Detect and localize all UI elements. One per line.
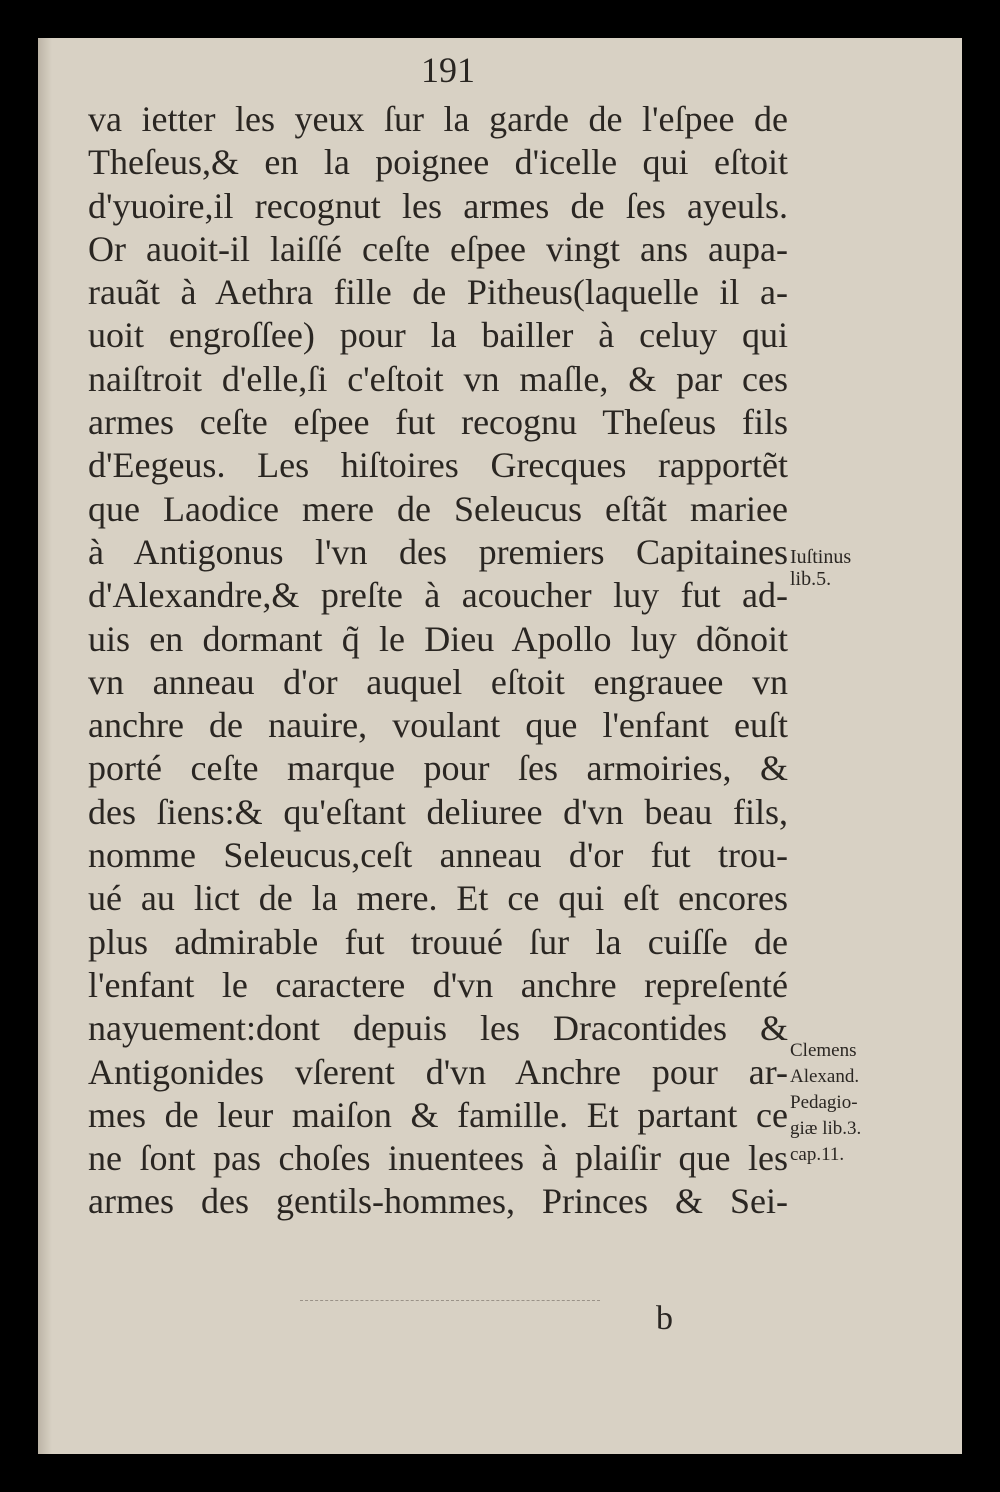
text-line: l'enfant le caractere d'vn anchre repreſenté xyxy=(88,964,788,1005)
text-line: armes des gentils-hommes, Princes & Sei- xyxy=(88,1181,788,1222)
text-line: à Antigonus l'vn des premiers Capitaines xyxy=(88,531,788,572)
margin-note-line: cap.11. xyxy=(790,1144,845,1165)
page-number: 191 xyxy=(421,50,475,90)
text-line: uis en dormant q̃ le Dieu Apollo luy dõnoit xyxy=(88,618,788,659)
margin-note-line: Alexand. xyxy=(790,1066,860,1087)
margin-note-clemens xyxy=(790,1038,861,1168)
text-line: Or auoit-il laiſſé ceſte eſpee vingt ans aupa- xyxy=(88,228,788,269)
text-line: mes de leur maiſon & famille. Et partant ce xyxy=(88,1094,788,1135)
body-text xyxy=(88,98,788,1224)
margin-note-line: Pedagio- xyxy=(790,1092,858,1113)
text-line: nayuement:dont depuis les Dracontides & xyxy=(88,1008,788,1049)
text-line: porté ceſte marque pour ſes armoiries, & xyxy=(88,748,788,789)
text-line: naiſtroit d'elle,ſi c'eſtoit vn maſle, & par ces xyxy=(88,358,788,399)
text-line: va ietter les yeux ſur la garde de l'eſpee de xyxy=(88,99,788,139)
text-line: nomme Seleucus,ceſt anneau d'or fut trou- xyxy=(88,835,788,876)
margin-note-line: Clemens xyxy=(790,1040,857,1061)
book-page xyxy=(38,38,962,1454)
text-line: ne ſont pas choſes inuentees à plaiſir que les xyxy=(88,1138,788,1179)
text-line: armes ceſte eſpee fut recognu Theſeus fils xyxy=(88,402,788,443)
margin-note-justinus xyxy=(790,546,851,590)
text-line: d'Alexandre,& preſte à acoucher luy fut ad- xyxy=(88,575,788,616)
margin-note-line: giæ lib.3. xyxy=(790,1118,862,1139)
text-line: Theſeus,& en la poignee d'icelle qui eſtoit xyxy=(88,142,788,183)
text-line: que Laodice mere de Seleucus eſtãt mariee xyxy=(88,488,788,529)
text-line: Antigonides vſerent d'vn Anchre pour ar- xyxy=(88,1051,788,1092)
signature-mark: b xyxy=(656,1300,673,1337)
margin-note-line: Iuſtinus xyxy=(790,546,852,568)
text-line: plus admirable fut trouué ſur la cuiſſe de xyxy=(88,921,788,962)
text-line: ué au lict de la mere. Et ce qui eſt encores xyxy=(88,878,788,919)
bottom-rule xyxy=(300,1300,600,1301)
text-line: d'yuoire,il recognut les armes de ſes ayeuls. xyxy=(88,185,788,226)
text-line: rauãt à Aethra fille de Pitheus(laquelle il a- xyxy=(88,272,788,313)
text-line: uoit engroſſee) pour la bailler à celuy qui xyxy=(88,315,788,356)
text-line: des ſiens:& qu'eſtant deliuree d'vn beau fils, xyxy=(88,791,788,832)
text-line: d'Eegeus. Les hiſtoires Grecques rapportẽt xyxy=(88,445,788,486)
text-line: anchre de nauire, voulant que l'enfant euſt xyxy=(88,705,788,746)
gutter-shadow xyxy=(38,38,52,1454)
margin-note-line: lib.5. xyxy=(790,568,832,590)
text-line: vn anneau d'or auquel eſtoit engrauee vn xyxy=(88,661,788,702)
